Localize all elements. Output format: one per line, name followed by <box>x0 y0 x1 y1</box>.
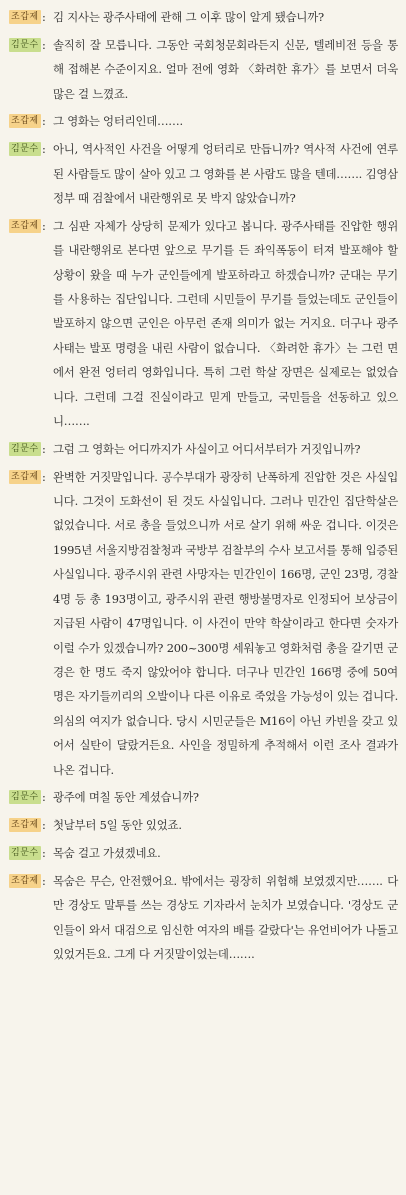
dialogue-entry <box>9 437 398 461</box>
dialogue-text: 그 영화는 엉터리인데……. <box>53 114 183 129</box>
dialogue-text: 광주에 며칠 동안 계셨습니까? <box>53 790 199 805</box>
dialogue-text: 그 심판 자체가 상당히 문제가 있다고 봅니다. 광주사태를 진압한 행위를 내란행위로 본다면 앞으로 무기를 든 좌익폭동이 터져 발포해야 할 상황이 왔을 때 누가 군인들에게 발포하라고 하겠습니까? 군대는 무기를 사용하는 집단입니다. 그런데 시민들이 무기를 들었는데도 군인들이 발포하지 않으면 군인은 아무런 존재 의미가 없는 거지요. 더구나 광주사태는 발포 명령을 내린 사람이 없습니다. 〈화려한 휴가〉는 그런 면에서 완전 엉터리 영화입니다. 특히 그런 학살 장면은 실제로는 없었습니다. 그런데 그걸 진실이라고 믿게 만들고, 국민들을 선동하고 있으니……. <box>53 218 398 429</box>
colon: : <box>42 114 46 129</box>
dialogue-entry <box>9 813 398 837</box>
speaker-tag: 조갑제 <box>11 471 39 482</box>
speaker-tag: 김문수 <box>11 443 39 454</box>
dialogue-text: 목숨 걸고 가셨겠네요. <box>53 845 161 860</box>
speaker-tag: 김문수 <box>11 792 39 803</box>
speaker-tag: 조갑제 <box>11 12 39 22</box>
speaker-tag: 조갑제 <box>11 820 39 831</box>
dialogue-text: 목숨은 무슨, 안전했어요. 밖에서는 굉장히 위험해 보였겠지만……. 다만 경상도 말투를 쓰는 경상도 기자라서 눈치가 보였습니다. '경상도 군인들이 와서 대검으로 임신한 여자의 배를 갈랐다'는 유언비어가 나돌고 있었거든요. 그게 다 거짓말이었는데……. <box>53 873 398 961</box>
dialogue-text: 아니, 역사적인 사건을 어떻게 엉터리로 만듭니까? 역사적 사건에 연루된 사람들도 많이 살아 있고 그 영화를 본 사람도 많을 텐데……. 김영삼 정부 때 검찰에서 내란행위로 못 박지 않았습니까? <box>53 142 398 206</box>
speaker-tag: 조갑제 <box>11 116 39 127</box>
speaker-tag: 김문수 <box>11 847 39 858</box>
colon: : <box>42 873 46 888</box>
colon: : <box>42 142 46 157</box>
dialogue-entry <box>9 465 398 782</box>
speaker-tag: 조갑제 <box>11 220 39 231</box>
speaker-tag: 김문수 <box>11 144 39 155</box>
colon: : <box>42 37 46 52</box>
colon: : <box>42 441 46 456</box>
colon: : <box>42 10 46 24</box>
dialogue-entry <box>9 33 398 106</box>
dialogue-text: 그럼 그 영화는 어디까지가 사실이고 어디서부터가 거짓입니까? <box>53 441 361 456</box>
colon: : <box>42 818 46 833</box>
dialogue-entry <box>9 785 398 809</box>
colon: : <box>42 218 46 233</box>
dialogue-text: 김 지사는 광주사태에 관해 그 이후 많이 알게 됐습니까? <box>53 10 324 24</box>
dialogue-text: 솔직히 잘 모릅니다. 그동안 국회청문회라든지 신문, 텔레비전 등을 통해 접해본 수준이지요. 얼마 전에 영화 〈화려한 휴가〉를 보면서 더욱 많은 걸 느꼈죠. <box>53 37 398 101</box>
dialogue-text: 첫날부터 5일 동안 있었죠. <box>53 818 182 833</box>
dialogue-entry <box>9 869 398 967</box>
colon: : <box>42 790 46 805</box>
dialogue-entry <box>9 214 398 434</box>
speaker-tag: 조갑제 <box>11 875 39 886</box>
dialogue-text: 완벽한 거짓말입니다. 공수부대가 광장히 난폭하게 진압한 것은 사실입니다. 그것이 도화선이 된 것도 사실입니다. 그러나 민간인 집단학살은 없었습니다. 서로 총을 들었으니까 서로 살기 위해 싸운 겁니다. 이것은 1995년 서울지방검찰청과 국방부 검찰부의 수사 보고서를 통해 입증된 사실입니다. 광주시위 관련 사망자는 민간인이 166명, 군인 23명, 경찰 4명 등 총 193명이고, 광주시위 관련 행방불명자로 인정되어 보상금이 지급된 사람이 47명입니다. 이 사건이 만약 학살이라고 한다면 숫자가 이럴 수가 있겠습니까? 200~300명 세워놓고 영화처럼 총을 갈기면 군경은 한 명도 죽지 않았어야 합니다. 더구나 민간인 166명 중에 50여 명은 자기들끼리의 오발이나 다른 이유로 죽었을 가능성이 있는 겁니다. 의심의 여지가 없습니다. 당시 시민군들은 M16이 아닌 카빈을 갖고 있어서 실탄이 달랐거든요. 사인을 정밀하게 추적해서 이런 조사 결과가 나온 겁니다. <box>53 469 398 777</box>
speaker-tag: 김문수 <box>11 39 39 50</box>
colon: : <box>42 469 46 484</box>
dialogue-entry <box>9 841 398 865</box>
dialogue-entry <box>9 109 398 133</box>
dialogue-entry <box>9 5 398 29</box>
dialogue-entry <box>9 137 398 210</box>
colon: : <box>42 845 46 860</box>
